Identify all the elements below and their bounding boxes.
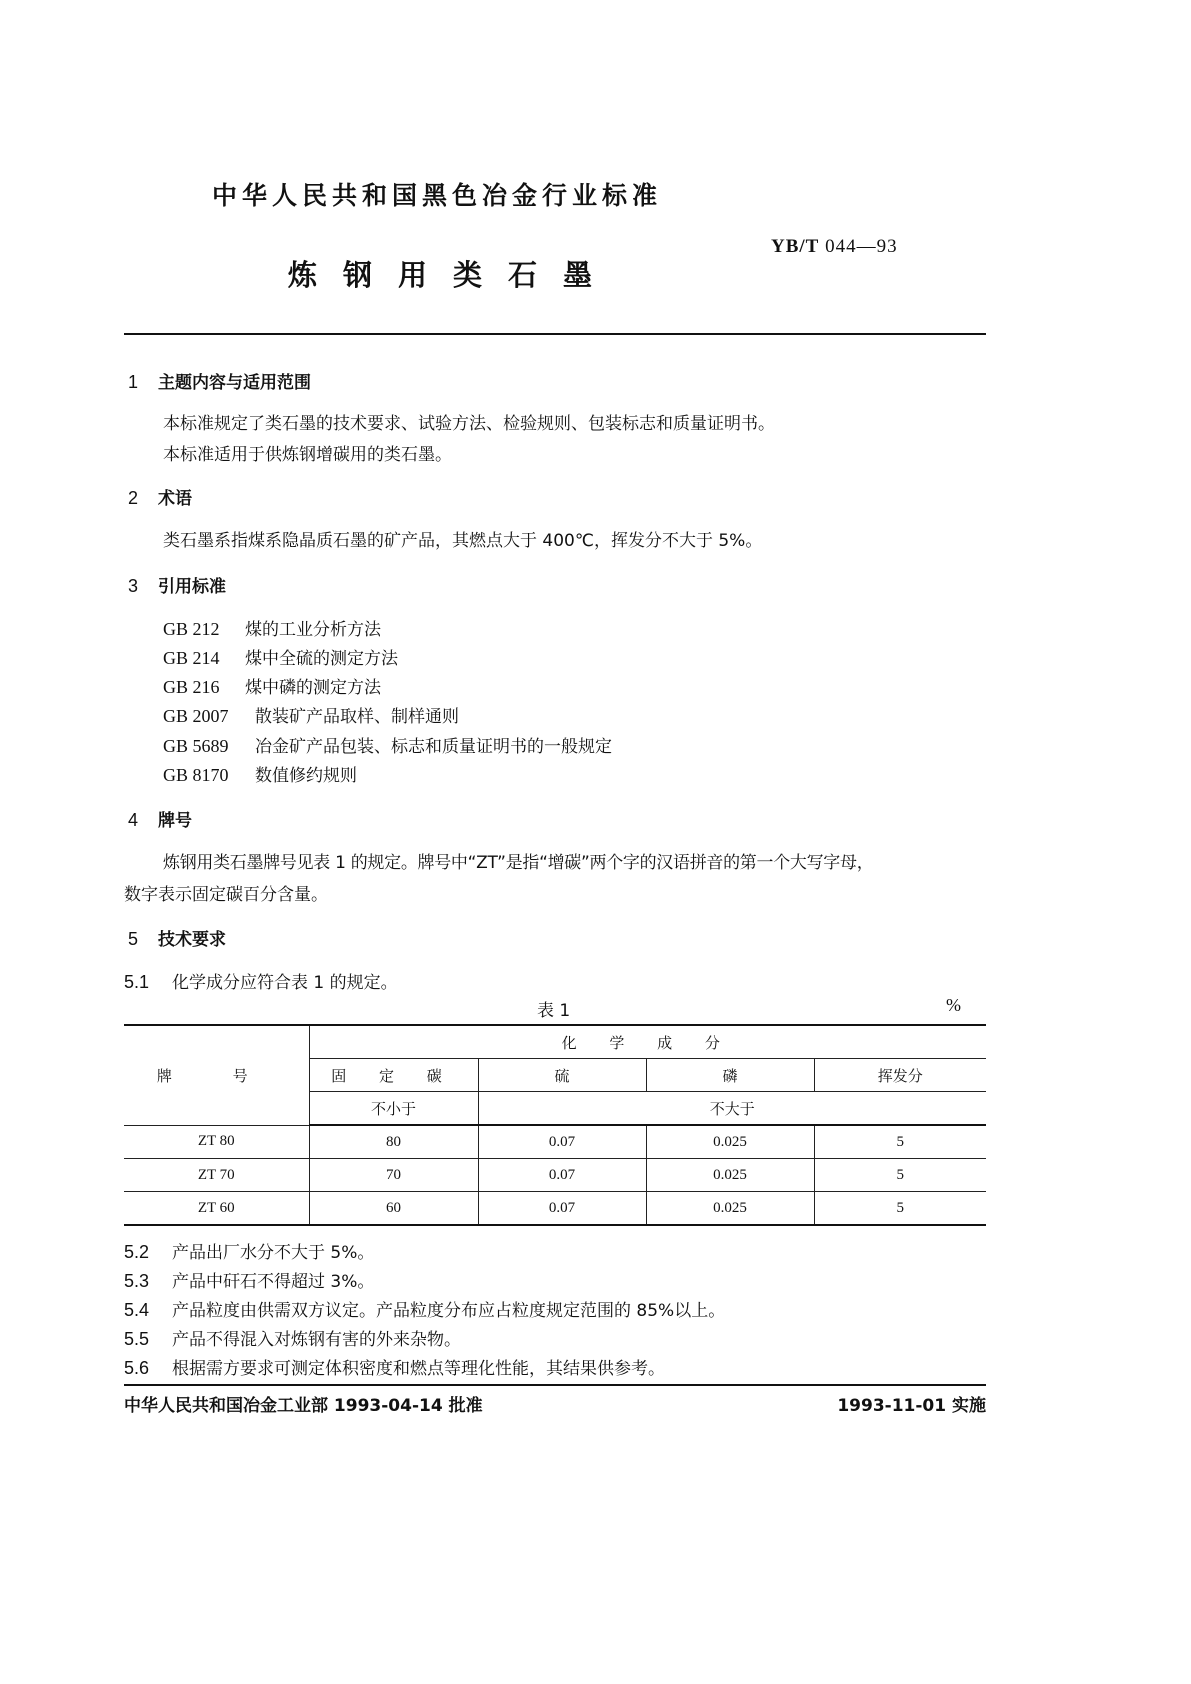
cell-sulfur: 0.07 — [478, 1125, 646, 1159]
header-min-limit: 不小于 — [309, 1092, 478, 1126]
cell-carbon: 60 — [309, 1192, 478, 1226]
section-4-heading: 4 牌号 — [128, 810, 192, 831]
section-2-heading: 2 术语 — [128, 488, 192, 509]
reference-item: GB 8170 数值修约规则 — [163, 765, 357, 786]
cell-phosphorus: 0.025 — [646, 1159, 814, 1192]
table-header-row — [124, 1025, 986, 1059]
table-row — [124, 1159, 986, 1192]
table-row — [124, 1192, 986, 1226]
section-3-heading: 3 引用标准 — [128, 576, 226, 597]
header-divider — [124, 333, 986, 335]
clause-5-2: 5.2 产品出厂水分不大于 5%。 — [124, 1242, 375, 1263]
header-max-limit: 不大于 — [478, 1092, 986, 1126]
cell-grade: ZT 80 — [124, 1125, 309, 1159]
reference-item: GB 216 煤中磷的测定方法 — [163, 677, 381, 698]
section-5-heading: 5 技术要求 — [128, 929, 226, 950]
header-phosphorus: 磷 — [646, 1059, 814, 1092]
reference-item: GB 212 煤的工业分析方法 — [163, 619, 381, 640]
table-caption: 表 1 — [537, 1001, 571, 1021]
chemical-composition-table — [124, 1024, 986, 1226]
clause-5-5: 5.5 产品不得混入对炼钢有害的外来杂物。 — [124, 1329, 461, 1350]
clause-5-6: 5.6 根据需方要求可测定体积密度和燃点等理化性能，其结果供参考。 — [124, 1358, 665, 1379]
reference-item: GB 2007 散装矿产品取样、制样通则 — [163, 706, 459, 727]
clause-5-4: 5.4 产品粒度由供需双方议定。产品粒度分布应占粒度规定范围的 85%以上。 — [124, 1300, 726, 1321]
cell-phosphorus: 0.025 — [646, 1192, 814, 1226]
table-row — [124, 1125, 986, 1159]
reference-item: GB 214 煤中全硫的测定方法 — [163, 648, 398, 669]
issuing-organization: 中华人民共和国黑色冶金行业标准 — [212, 181, 663, 210]
cell-grade: ZT 60 — [124, 1192, 309, 1226]
section-2-para-1: 类石墨系指煤系隐晶质石墨的矿产品，其燃点大于 400℃，挥发分不大于 5%。 — [163, 531, 763, 551]
cell-volatile: 5 — [814, 1192, 986, 1226]
header-sulfur: 硫 — [478, 1059, 646, 1092]
cell-sulfur: 0.07 — [478, 1192, 646, 1226]
section-1-para-1: 本标准规定了类石墨的技术要求、试验方法、检验规则、包装标志和质量证明书。 — [163, 414, 775, 434]
header-fixed-carbon: 固 定 碳 — [309, 1059, 478, 1092]
cell-phosphorus: 0.025 — [646, 1125, 814, 1159]
reference-item: GB 5689 冶金矿产品包装、标志和质量证明书的一般规定 — [163, 736, 612, 757]
header-volatile: 挥发分 — [814, 1059, 986, 1092]
cell-sulfur: 0.07 — [478, 1159, 646, 1192]
cell-grade: ZT 70 — [124, 1159, 309, 1192]
section-1-para-2: 本标准适用于供炼钢增碳用的类石墨。 — [163, 445, 452, 465]
document-title: 炼钢用类石墨 — [288, 258, 619, 292]
clause-5-1: 5.1 化学成分应符合表 1 的规定。 — [124, 972, 398, 993]
standard-code-number: 044—93 — [825, 236, 898, 257]
clause-5-3: 5.3 产品中矸石不得超过 3%。 — [124, 1271, 375, 1292]
standard-code — [771, 236, 898, 258]
cell-volatile: 5 — [814, 1125, 986, 1159]
section-1-heading: 1 主题内容与适用范围 — [128, 372, 311, 393]
section-4-para-1: 炼钢用类石墨牌号见表 1 的规定。牌号中“ZT”是指“增碳”两个字的汉语拼音的第一个大写字母， — [163, 853, 874, 873]
effective-date: 1993-11-01 实施 — [837, 1396, 986, 1416]
table-unit: % — [946, 995, 961, 1015]
cell-carbon: 80 — [309, 1125, 478, 1159]
approval-info: 中华人民共和国冶金工业部 1993-04-14 批准 — [124, 1396, 483, 1416]
footer-divider — [124, 1384, 986, 1386]
header-grade: 牌 号 — [124, 1025, 309, 1125]
header-chemical-composition: 化 学 成 分 — [309, 1025, 986, 1059]
section-4-para-2: 数字表示固定碳百分含量。 — [124, 885, 328, 905]
cell-carbon: 70 — [309, 1159, 478, 1192]
cell-volatile: 5 — [814, 1159, 986, 1192]
standard-code-prefix: YB/T — [771, 236, 820, 257]
